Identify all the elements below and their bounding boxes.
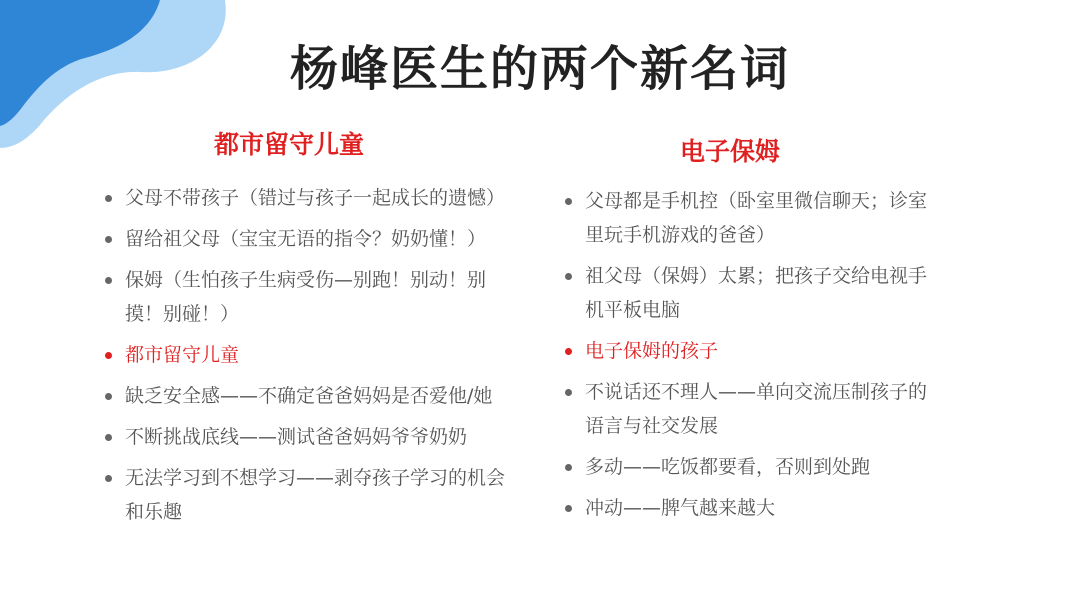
list-item: 不断挑战底线——测试爸爸妈妈爷爷奶奶: [105, 420, 505, 454]
left-column: [105, 120, 505, 536]
list-item: 父母都是手机控（卧室里微信聊天；诊室里玩手机游戏的爸爸）: [565, 184, 945, 252]
list-item: 祖父母（保姆）太累；把孩子交给电视手机平板电脑: [565, 259, 945, 327]
list-item: 冲动——脾气越来越大: [565, 491, 945, 525]
list-item: 缺乏安全感——不确定爸爸妈妈是否爱他/她: [105, 379, 505, 413]
right-bullet-list: [565, 184, 945, 525]
list-item: 留给祖父母（宝宝无语的指令？奶奶懂！）: [105, 222, 505, 256]
left-column-heading: 都市留守儿童: [213, 130, 364, 159]
list-item: 多动——吃饭都要看，否则到处跑: [565, 450, 945, 484]
right-column-heading: 电子保姆: [679, 137, 780, 166]
list-item: 保姆（生怕孩子生病受伤—别跑！别动！别摸！别碰！）: [105, 263, 505, 331]
list-item: 都市留守儿童: [105, 338, 505, 372]
page-title: 杨峰医生的两个新名词: [289, 41, 790, 97]
list-item: 无法学习到不想学习——剥夺孩子学习的机会和乐趣: [105, 461, 505, 529]
left-bullet-list: [105, 181, 505, 529]
list-item: 电子保姆的孩子: [565, 334, 945, 368]
list-item: 父母不带孩子（错过与孩子一起成长的遗憾）: [105, 181, 505, 215]
right-column: [565, 120, 945, 532]
list-item: 不说话还不理人——单向交流压制孩子的语言与社交发展: [565, 375, 945, 443]
